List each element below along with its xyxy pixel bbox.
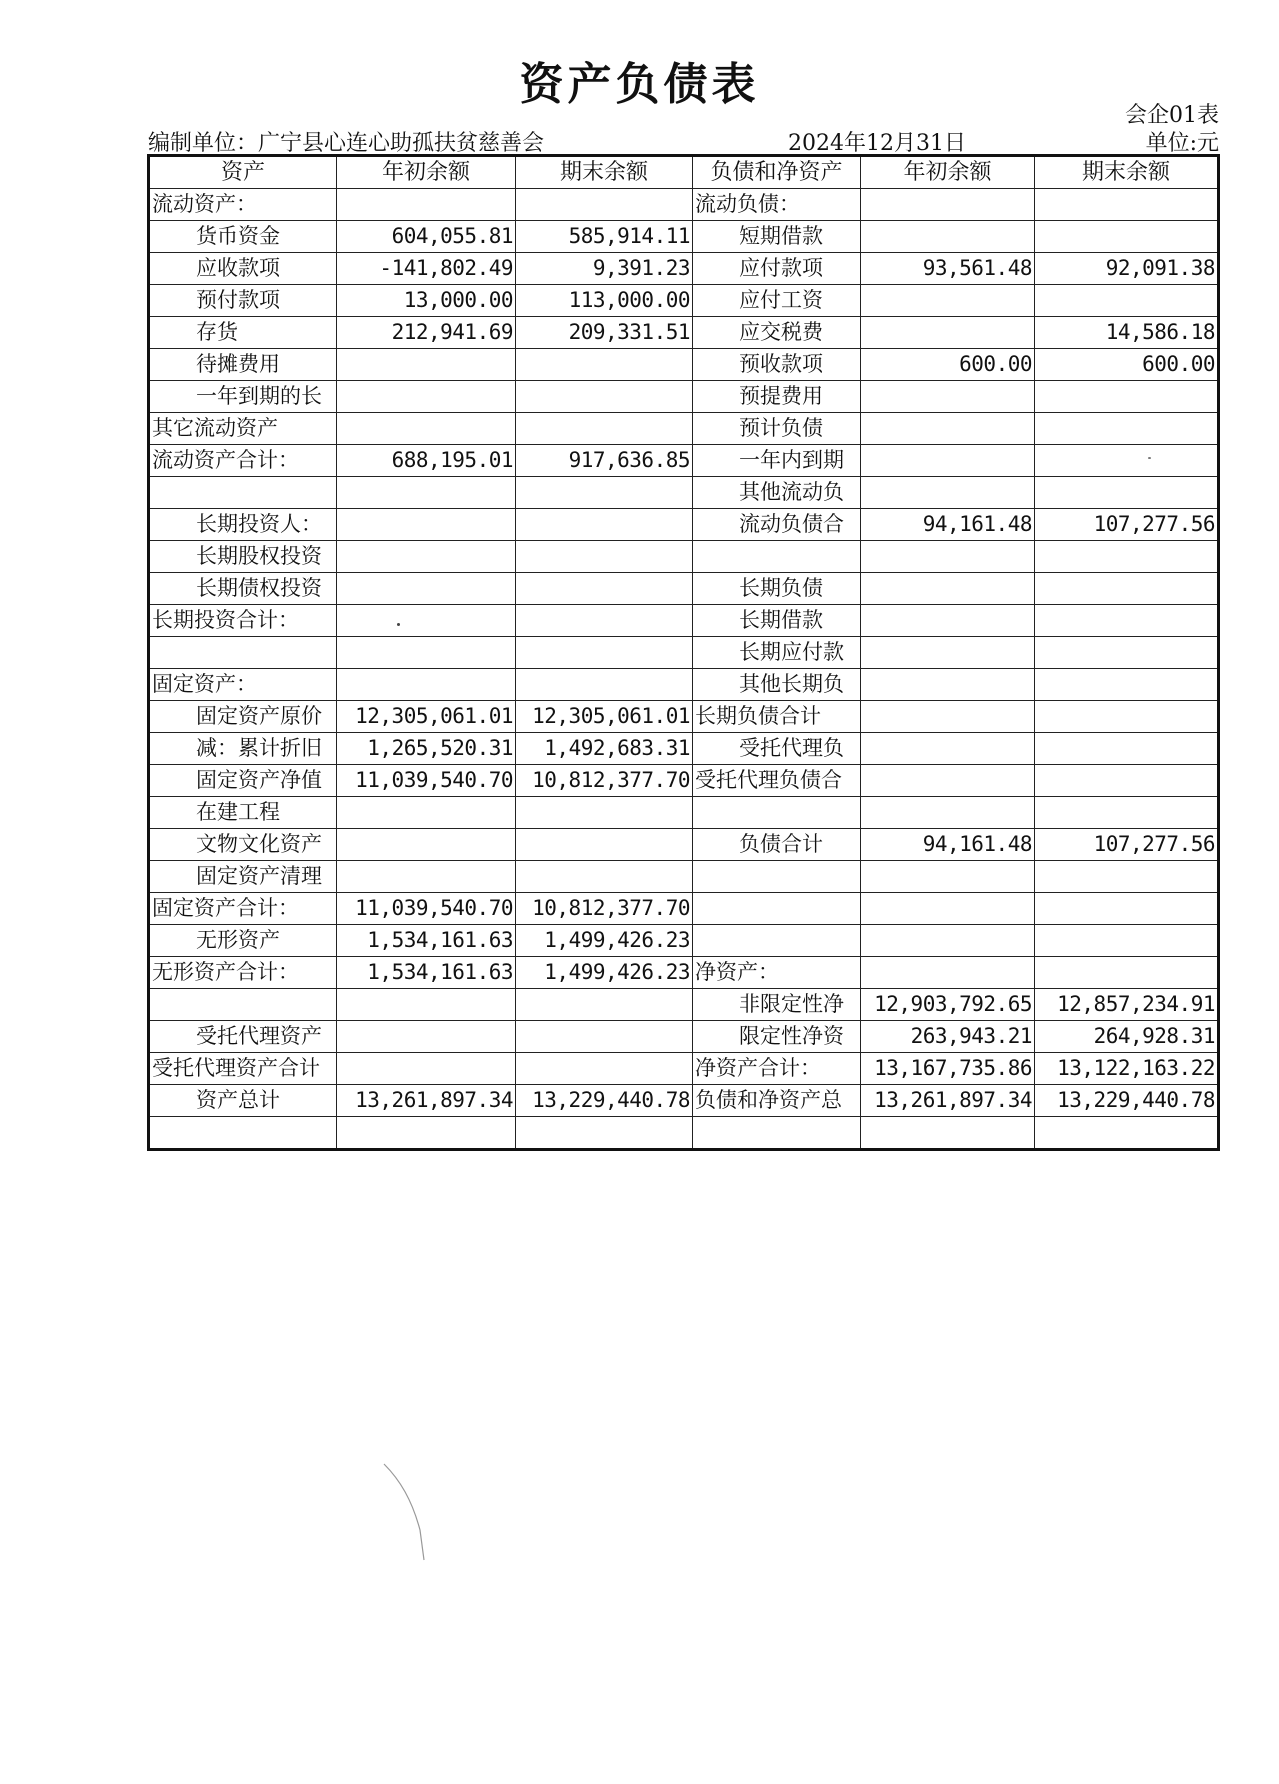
liability-closing-balance [1035, 221, 1219, 253]
header-assets-opening: 年初余额 [337, 156, 516, 189]
asset-closing-balance [516, 413, 693, 445]
asset-opening-balance [337, 573, 516, 605]
report-date: 2024年12月31日 [788, 131, 966, 156]
liability-label: 流动负债： [693, 189, 861, 221]
table-row [149, 605, 1219, 637]
liability-opening-balance [861, 637, 1035, 669]
asset-label: 应收款项 [149, 253, 337, 285]
asset-opening-balance [337, 605, 516, 637]
asset-closing-balance [516, 797, 693, 829]
asset-opening-balance: 12,305,061.01 [337, 701, 516, 733]
liability-label: 负债合计 [693, 829, 861, 861]
liability-closing-balance [1035, 893, 1219, 925]
liability-label: 负债和净资产总 [693, 1085, 861, 1117]
asset-opening-balance [337, 637, 516, 669]
liability-label: 应付工资 [693, 285, 861, 317]
liability-opening-balance [861, 477, 1035, 509]
asset-opening-balance: 604,055.81 [337, 221, 516, 253]
table-row [149, 349, 1219, 381]
liability-opening-balance [861, 381, 1035, 413]
liability-closing-balance [1035, 957, 1219, 989]
asset-opening-balance [337, 1053, 516, 1085]
asset-label: 一年到期的长 [149, 381, 337, 413]
asset-label: 固定资产合计： [149, 893, 337, 925]
liability-opening-balance: 12,903,792.65 [861, 989, 1035, 1021]
asset-label [149, 989, 337, 1021]
liability-closing-balance [1035, 797, 1219, 829]
liability-opening-balance [861, 893, 1035, 925]
asset-opening-balance: 1,534,161.63 [337, 925, 516, 957]
asset-label: 待摊费用 [149, 349, 337, 381]
scan-speck [397, 623, 400, 626]
liability-label: 短期借款 [693, 221, 861, 253]
liability-opening-balance [861, 413, 1035, 445]
asset-closing-balance [516, 541, 693, 573]
asset-label: 无形资产合计： [149, 957, 337, 989]
liability-label: 一年内到期 [693, 445, 861, 477]
asset-closing-balance [516, 381, 693, 413]
asset-label: 固定资产原价 [149, 701, 337, 733]
liability-closing-balance [1035, 445, 1219, 477]
table-row [149, 541, 1219, 573]
liability-label: 受托代理负债合 [693, 765, 861, 797]
asset-opening-balance: 11,039,540.70 [337, 765, 516, 797]
table-body [149, 156, 1219, 1150]
liability-closing-balance [1035, 573, 1219, 605]
liability-opening-balance: 263,943.21 [861, 1021, 1035, 1053]
asset-label: 货币资金 [149, 221, 337, 253]
asset-closing-balance: 10,812,377.70 [516, 893, 693, 925]
liability-label [693, 925, 861, 957]
liability-label: 长期应付款 [693, 637, 861, 669]
table-row [149, 989, 1219, 1021]
table-row [149, 1085, 1219, 1117]
table-row [149, 765, 1219, 797]
liability-opening-balance: 13,261,897.34 [861, 1085, 1035, 1117]
asset-closing-balance [516, 637, 693, 669]
asset-label: 其它流动资产 [149, 413, 337, 445]
table-row [149, 861, 1219, 893]
liability-opening-balance [861, 797, 1035, 829]
asset-label: 在建工程 [149, 797, 337, 829]
asset-label: 长期股权投资 [149, 541, 337, 573]
asset-opening-balance: -141,802.49 [337, 253, 516, 285]
liability-closing-balance [1035, 413, 1219, 445]
liability-opening-balance: 94,161.48 [861, 829, 1035, 861]
asset-label [149, 637, 337, 669]
liability-closing-balance: 264,928.31 [1035, 1021, 1219, 1053]
table-row [149, 509, 1219, 541]
asset-closing-balance [516, 509, 693, 541]
header-liabilities-closing: 期末余额 [1035, 156, 1219, 189]
table-row [149, 637, 1219, 669]
liability-opening-balance [861, 445, 1035, 477]
asset-label: 长期债权投资 [149, 573, 337, 605]
asset-closing-balance [516, 349, 693, 381]
liability-label: 其他长期负 [693, 669, 861, 701]
liability-closing-balance [1035, 381, 1219, 413]
asset-closing-balance [516, 1053, 693, 1085]
asset-closing-balance: 917,636.85 [516, 445, 693, 477]
asset-opening-balance [337, 477, 516, 509]
asset-closing-balance: 1,499,426.23 [516, 957, 693, 989]
asset-label: 固定资产清理 [149, 861, 337, 893]
liability-label: 净资产： [693, 957, 861, 989]
liability-label: 长期借款 [693, 605, 861, 637]
asset-label: 流动资产： [149, 189, 337, 221]
table-row [149, 1117, 1219, 1150]
liability-closing-balance [1035, 477, 1219, 509]
liability-label: 长期负债合计 [693, 701, 861, 733]
asset-opening-balance: 212,941.69 [337, 317, 516, 349]
asset-closing-balance [516, 477, 693, 509]
asset-closing-balance: 10,812,377.70 [516, 765, 693, 797]
table-row [149, 573, 1219, 605]
asset-closing-balance [516, 829, 693, 861]
header-row [149, 156, 1219, 189]
asset-closing-balance [516, 1021, 693, 1053]
asset-label: 无形资产 [149, 925, 337, 957]
liability-closing-balance [1035, 925, 1219, 957]
liability-closing-balance [1035, 861, 1219, 893]
asset-label: 资产总计 [149, 1085, 337, 1117]
table-row [149, 701, 1219, 733]
liability-opening-balance [861, 925, 1035, 957]
asset-opening-balance [337, 413, 516, 445]
asset-label: 文物文化资产 [149, 829, 337, 861]
table-row [149, 669, 1219, 701]
asset-closing-balance: 1,492,683.31 [516, 733, 693, 765]
table-row [149, 221, 1219, 253]
table-row [149, 1053, 1219, 1085]
table-row [149, 477, 1219, 509]
liability-closing-balance [1035, 285, 1219, 317]
asset-opening-balance: 11,039,540.70 [337, 893, 516, 925]
asset-label [149, 477, 337, 509]
asset-closing-balance: 209,331.51 [516, 317, 693, 349]
header-liabilities: 负债和净资产 [693, 156, 861, 189]
asset-opening-balance [337, 797, 516, 829]
balance-sheet-table [147, 154, 1220, 1151]
liability-closing-balance [1035, 605, 1219, 637]
liability-opening-balance [861, 605, 1035, 637]
asset-label: 受托代理资产合计 [149, 1053, 337, 1085]
liability-label [693, 797, 861, 829]
liability-opening-balance [861, 285, 1035, 317]
asset-opening-balance: 13,000.00 [337, 285, 516, 317]
header-assets-closing: 期末余额 [516, 156, 693, 189]
asset-label: 存货 [149, 317, 337, 349]
asset-closing-balance: 585,914.11 [516, 221, 693, 253]
pencil-mark [380, 1460, 440, 1570]
liability-opening-balance [861, 221, 1035, 253]
liability-label: 应付款项 [693, 253, 861, 285]
liability-closing-balance: 92,091.38 [1035, 253, 1219, 285]
asset-closing-balance [516, 573, 693, 605]
liability-label [693, 541, 861, 573]
asset-closing-balance [516, 669, 693, 701]
scan-speck [1148, 457, 1151, 459]
asset-opening-balance [337, 989, 516, 1021]
asset-closing-balance [516, 189, 693, 221]
asset-closing-balance: 9,391.23 [516, 253, 693, 285]
liability-label: 净资产合计： [693, 1053, 861, 1085]
liability-closing-balance: 13,122,163.22 [1035, 1053, 1219, 1085]
asset-opening-balance [337, 829, 516, 861]
liability-opening-balance [861, 189, 1035, 221]
asset-opening-balance: 1,265,520.31 [337, 733, 516, 765]
liability-closing-balance [1035, 1117, 1219, 1150]
asset-label [149, 1117, 337, 1150]
liability-opening-balance: 13,167,735.86 [861, 1053, 1035, 1085]
table-row [149, 189, 1219, 221]
liability-closing-balance [1035, 701, 1219, 733]
asset-opening-balance: 1,534,161.63 [337, 957, 516, 989]
liability-closing-balance: 13,229,440.78 [1035, 1085, 1219, 1117]
asset-closing-balance [516, 989, 693, 1021]
liability-label: 限定性净资 [693, 1021, 861, 1053]
liability-opening-balance [861, 957, 1035, 989]
liability-label: 非限定性净 [693, 989, 861, 1021]
liability-closing-balance: 14,586.18 [1035, 317, 1219, 349]
liability-opening-balance [861, 765, 1035, 797]
liability-label [693, 893, 861, 925]
asset-opening-balance [337, 669, 516, 701]
table-row [149, 445, 1219, 477]
liability-label [693, 861, 861, 893]
asset-closing-balance [516, 861, 693, 893]
liability-label: 预收款项 [693, 349, 861, 381]
asset-opening-balance [337, 1117, 516, 1150]
preparing-unit: 编制单位：广宁县心连心助孤扶贫慈善会 [148, 131, 545, 156]
asset-closing-balance [516, 605, 693, 637]
liability-closing-balance [1035, 733, 1219, 765]
liability-label: 预计负债 [693, 413, 861, 445]
liability-closing-balance: 107,277.56 [1035, 829, 1219, 861]
liability-closing-balance: 600.00 [1035, 349, 1219, 381]
table-row [149, 285, 1219, 317]
asset-opening-balance [337, 541, 516, 573]
liability-opening-balance [861, 669, 1035, 701]
header-liabilities-opening: 年初余额 [861, 156, 1035, 189]
currency-unit: 单位:元 [1145, 131, 1219, 156]
liability-opening-balance [861, 861, 1035, 893]
liability-opening-balance [861, 541, 1035, 573]
liability-label: 长期负债 [693, 573, 861, 605]
table-row [149, 893, 1219, 925]
asset-label: 流动资产合计： [149, 445, 337, 477]
liability-closing-balance: 107,277.56 [1035, 509, 1219, 541]
liability-label: 受托代理负 [693, 733, 861, 765]
table-row [149, 733, 1219, 765]
asset-label: 固定资产： [149, 669, 337, 701]
liability-opening-balance: 94,161.48 [861, 509, 1035, 541]
liability-label: 预提费用 [693, 381, 861, 413]
table-row [149, 317, 1219, 349]
asset-opening-balance [337, 381, 516, 413]
liability-closing-balance: 12,857,234.91 [1035, 989, 1219, 1021]
liability-label: 应交税费 [693, 317, 861, 349]
form-code: 会企01表 [1125, 103, 1219, 128]
asset-label: 长期投资人： [149, 509, 337, 541]
liability-closing-balance [1035, 541, 1219, 573]
asset-opening-balance: 13,261,897.34 [337, 1085, 516, 1117]
liability-closing-balance [1035, 189, 1219, 221]
asset-closing-balance: 113,000.00 [516, 285, 693, 317]
asset-closing-balance: 1,499,426.23 [516, 925, 693, 957]
asset-closing-balance: 12,305,061.01 [516, 701, 693, 733]
asset-opening-balance [337, 861, 516, 893]
liability-opening-balance [861, 1117, 1035, 1150]
asset-label: 预付款项 [149, 285, 337, 317]
table-row [149, 381, 1219, 413]
table-row [149, 1021, 1219, 1053]
table-row [149, 925, 1219, 957]
liability-closing-balance [1035, 637, 1219, 669]
asset-opening-balance [337, 509, 516, 541]
liability-label: 流动负债合 [693, 509, 861, 541]
asset-opening-balance [337, 1021, 516, 1053]
asset-opening-balance: 688,195.01 [337, 445, 516, 477]
liability-opening-balance: 600.00 [861, 349, 1035, 381]
table-row [149, 253, 1219, 285]
table-row [149, 829, 1219, 861]
asset-opening-balance [337, 349, 516, 381]
asset-label: 受托代理资产 [149, 1021, 337, 1053]
liability-opening-balance [861, 317, 1035, 349]
liability-opening-balance [861, 733, 1035, 765]
liability-closing-balance [1035, 669, 1219, 701]
asset-label: 减：累计折旧 [149, 733, 337, 765]
table-row [149, 797, 1219, 829]
asset-label: 固定资产净值 [149, 765, 337, 797]
liability-label: 其他流动负 [693, 477, 861, 509]
header-assets: 资产 [149, 156, 337, 189]
table-row [149, 957, 1219, 989]
asset-closing-balance [516, 1117, 693, 1150]
asset-opening-balance [337, 189, 516, 221]
liability-label [693, 1117, 861, 1150]
liability-opening-balance: 93,561.48 [861, 253, 1035, 285]
page-title: 资产负债表 [519, 59, 760, 110]
liability-closing-balance [1035, 765, 1219, 797]
table-row [149, 413, 1219, 445]
liability-opening-balance [861, 573, 1035, 605]
asset-closing-balance: 13,229,440.78 [516, 1085, 693, 1117]
asset-label: 长期投资合计： [149, 605, 337, 637]
liability-opening-balance [861, 701, 1035, 733]
